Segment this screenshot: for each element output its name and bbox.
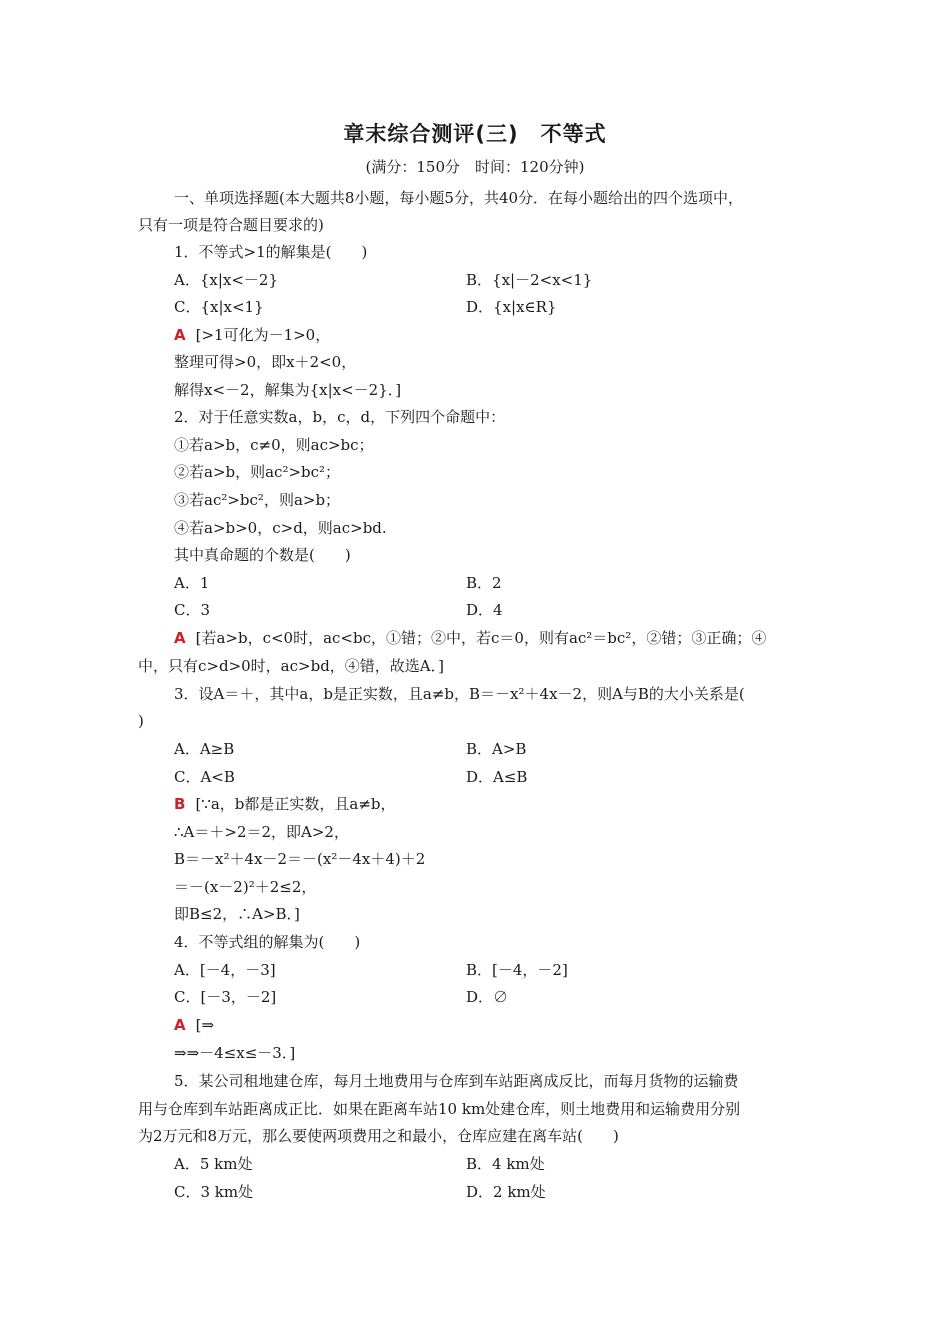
q2-proposition-2: ②若a>b，则ac²>bc²；	[174, 463, 341, 481]
page-subtitle: (满分：150分 时间：120分钟)	[365, 158, 585, 176]
q3-solution-text1: [∵a，b都是正实数，且a≠b，	[195, 795, 396, 813]
q1-solution-line1	[174, 325, 330, 345]
q3-option-c: C．A<B	[174, 768, 235, 786]
q2-answer: A	[174, 629, 186, 647]
q3-answer: B	[174, 795, 186, 813]
q4-solution-text1: [⇒	[195, 1016, 215, 1034]
q1-option-a: A．{x|x<－2}	[174, 271, 279, 289]
q5-option-b: B．4 km处	[466, 1155, 545, 1173]
q2-option-d: D．4	[466, 601, 503, 619]
q2-solution-text1: [若a>b，c<0时，ac<bc，①错；②中，若c＝0，则有ac²＝bc²，②错；③正确；④	[195, 629, 767, 647]
q4-option-d: D．∅	[466, 988, 509, 1006]
q4-option-a: A．[－4，－3]	[174, 961, 276, 979]
q1-option-d: D．{x|x∈R}	[466, 298, 557, 316]
q2-proposition-4: ④若a>b>0，c>d，则ac>bd.	[174, 519, 387, 537]
q1-option-c: C．{x|x<1}	[174, 298, 264, 316]
section-heading-line2: 只有一项是符合题目要求的)	[138, 216, 324, 234]
q1-answer: A	[174, 326, 186, 344]
q3-stem-line1: 3．设A＝＋，其中a，b是正实数，且a≠b，B＝－x²＋4x－2，则A与B的大小关系是(	[174, 685, 745, 703]
q3-solution-line4: ＝－(x－2)²＋2≤2，	[174, 878, 317, 896]
q4-option-c: C．[－3，－2]	[174, 988, 277, 1006]
q1-solution-line3: 解得x<－2，解集为{x|x<－2}．]	[174, 381, 402, 399]
q1-stem: 1．不等式>1的解集是( )	[174, 243, 368, 261]
q1-option-b: B．{x|－2<x<1}	[466, 271, 593, 289]
q2-solution-line1	[174, 628, 766, 648]
q5-option-a: A．5 km处	[174, 1155, 253, 1173]
q2-question: 其中真命题的个数是( )	[174, 546, 351, 564]
q3-solution-line1	[174, 794, 396, 814]
q3-option-b: B．A>B	[466, 740, 527, 758]
q3-stem-line2: )	[138, 712, 144, 730]
page-title: 章末综合测评(三) 不等式	[343, 122, 607, 146]
q4-option-b: B．[－4，－2]	[466, 961, 568, 979]
q5-stem-line2: 用与仓库到车站距离成正比．如果在距离车站10 km处建仓库，则土地费用和运输费用分别	[138, 1100, 741, 1118]
q4-solution-line2: ⇒⇒－4≤x≤－3．]	[174, 1044, 296, 1062]
q5-option-d: D．2 km处	[466, 1183, 546, 1201]
q1-solution-line2: 整理可得>0，即x＋2<0，	[174, 353, 357, 371]
q3-option-d: D．A≤B	[466, 768, 528, 786]
q2-option-a: A．1	[174, 574, 210, 592]
q5-stem-line1: 5．某公司租地建仓库，每月土地费用与仓库到车站距离成反比，而每月货物的运输费	[174, 1072, 739, 1090]
q3-solution-line5: 即B≤2，∴A>B．]	[174, 905, 300, 923]
section-heading-line1: 一、单项选择题(本大题共8小题，每小题5分，共40分．在每小题给出的四个选项中，	[174, 189, 744, 207]
q3-solution-line3: B＝－x²＋4x－2＝－(x²－4x＋4)＋2	[174, 850, 426, 868]
q4-stem: 4．不等式组的解集为( )	[174, 933, 361, 951]
q5-option-c: C．3 km处	[174, 1183, 254, 1201]
q4-solution-line1	[174, 1015, 214, 1035]
q2-option-c: C．3	[174, 601, 211, 619]
q3-option-a: A．A≥B	[174, 740, 235, 758]
q2-proposition-1: ①若a>b，c≠0，则ac>bc；	[174, 436, 374, 454]
q3-solution-line2: ∴A＝＋>2＝2，即A>2，	[174, 823, 349, 841]
q1-solution-text1: [>1可化为－1>0，	[195, 326, 331, 344]
q5-stem-line3: 为2万元和8万元，那么要使两项费用之和最小，仓库应建在离车站( )	[138, 1127, 619, 1145]
q2-proposition-3: ③若ac²>bc²，则a>b；	[174, 491, 341, 509]
q2-option-b: B．2	[466, 574, 502, 592]
q2-solution-line2: 中，只有c>d>0时，ac>bd，④错，故选A．]	[138, 657, 444, 675]
q2-stem: 2．对于任意实数a，b，c，d，下列四个命题中：	[174, 408, 506, 426]
q4-answer: A	[174, 1016, 186, 1034]
